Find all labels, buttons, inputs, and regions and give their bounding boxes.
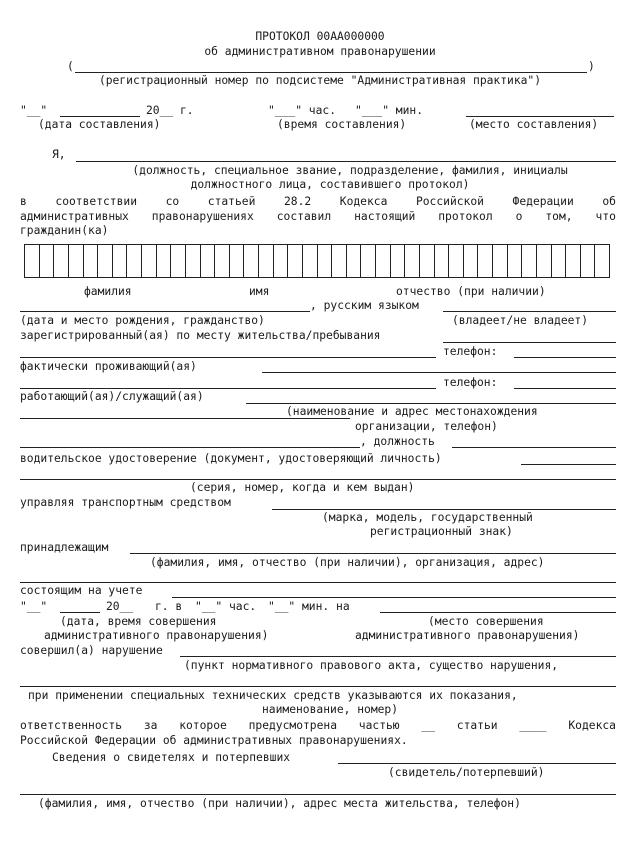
license-field-2[interactable] — [20, 479, 616, 480]
witnesses-label: Сведения о свидетелях и потерпевших — [52, 751, 291, 764]
intro-word: правонарушениях — [151, 210, 254, 223]
offense-day-quote: "__" — [20, 600, 48, 613]
offense-year: 20__ — [106, 600, 134, 613]
offense-caption-right-2: административного правонарушения) — [355, 629, 580, 642]
full-name-char-grid[interactable] — [24, 244, 610, 278]
owner-label: принадлежащим — [20, 541, 109, 554]
workplace-caption-2: организации, телефон) — [355, 420, 498, 433]
owner-field-2[interactable] — [20, 582, 616, 583]
witnesses-caption: (свидетель/потерпевший) — [388, 766, 545, 779]
intro-word: со — [165, 195, 180, 208]
offense-place-field[interactable] — [380, 612, 616, 613]
place-caption: (место составления) — [469, 118, 599, 131]
vehicle-caption-1: (марка, модель, государственный — [322, 511, 533, 524]
actual-address-label: фактически проживающий(ая) — [20, 360, 197, 373]
tech-caption-2: наименование, номер) — [262, 703, 399, 716]
date-month-field[interactable] — [60, 116, 140, 117]
birth-caption: (дата и место рождения, гражданство) — [20, 314, 265, 327]
committed-label: совершил(а) нарушение — [20, 644, 163, 657]
reg-number-caption: (регистрационный номер по подсистеме "Административная практика") — [98, 74, 542, 87]
pnpa-caption: (пункт нормативного правового акта, существо нарушения, — [184, 659, 559, 672]
reg-number-open-paren: ( — [67, 60, 74, 73]
intro-word: Кодекса — [339, 195, 388, 208]
intro-word: соответствии — [55, 195, 138, 208]
license-field-1[interactable] — [521, 464, 616, 465]
time-caption: (время составления) — [277, 118, 407, 131]
offense-minute: "__" мин. на — [268, 600, 350, 613]
workplace-label: работающий(ая)/служащий(ая) — [20, 390, 204, 403]
registered-at-field[interactable] — [172, 597, 616, 598]
date-caption: (дата составления) — [38, 118, 161, 131]
time-hour: "___" час. — [268, 104, 337, 117]
registered-field-1[interactable] — [443, 342, 616, 343]
patronymic-caption: отчество (при наличии) — [396, 285, 546, 298]
reg-number-close-paren: ) — [588, 60, 595, 73]
intro-line-2 — [20, 210, 616, 224]
offense-caption-left-2: административного правонарушения) — [44, 629, 269, 642]
intro-word: что — [595, 210, 616, 223]
language-field[interactable] — [443, 311, 616, 312]
liability-word: статьи — [456, 719, 498, 732]
author-caption-1: (должность, специальное звание, подразделение, фамилия, инициалы — [132, 164, 568, 177]
birth-field[interactable] — [20, 311, 310, 312]
intro-word: в — [20, 195, 27, 208]
protocol-title: ПРОТОКОЛ 00АА000000 — [255, 30, 385, 43]
place-field[interactable] — [466, 116, 614, 117]
workplace-caption-1: (наименование и адрес местонахождения — [286, 405, 538, 418]
witnesses-field-2[interactable] — [20, 794, 616, 795]
owner-caption: (фамилия, имя, отчество (при наличии), организация, адрес) — [150, 556, 545, 569]
actual-address-field-1[interactable] — [262, 372, 616, 373]
protocol-subtitle: об административном правонарушении — [204, 45, 436, 58]
intro-word: Федерации — [512, 195, 574, 208]
offense-month-field[interactable] — [60, 612, 100, 613]
license-caption: (серия, номер, когда и кем выдан) — [190, 481, 415, 494]
offense-hour: "__" час. — [195, 600, 257, 613]
witnesses-field[interactable] — [338, 763, 616, 764]
liability-article-field[interactable]: ____ — [519, 719, 547, 732]
license-label: водительское удостоверение (документ, удостоверяющий личность) — [20, 452, 442, 465]
vehicle-caption-2: регистрационный знак) — [370, 525, 513, 538]
owner-field[interactable] — [130, 553, 616, 554]
intro-word: составил — [276, 210, 332, 223]
liability-line-1 — [20, 719, 616, 733]
liability-word: Кодекса — [568, 719, 616, 732]
phone-field-1[interactable] — [514, 357, 616, 358]
reg-number-field[interactable] — [75, 72, 587, 73]
position-label: , должность — [360, 435, 435, 448]
liability-word: предусмотрена — [248, 719, 338, 732]
vehicle-field[interactable] — [272, 509, 616, 510]
intro-word: протокол — [438, 210, 493, 223]
workplace-field-3[interactable] — [20, 447, 360, 448]
phone-label-2: телефон: — [443, 376, 498, 389]
date-year: 20__ г. — [146, 104, 194, 117]
offense-caption-left-1: (дата, время совершения — [60, 615, 217, 628]
phone-field-2[interactable] — [514, 388, 616, 389]
author-caption-2: должностного лица, составившего протокол) — [190, 178, 470, 191]
intro-word: том, — [545, 210, 573, 223]
intro-word: статьей — [207, 195, 256, 208]
vehicle-label: управляя транспортным средством — [20, 496, 231, 509]
intro-word: о — [515, 210, 523, 223]
registered-label: зарегистрированный(ая) по месту жительства/пребывания — [20, 329, 381, 342]
author-ya: Я, — [52, 148, 66, 161]
intro-word: Российской — [415, 195, 484, 208]
liability-part-field[interactable]: __ — [421, 719, 435, 732]
intro-word: об — [602, 195, 616, 208]
time-minute: "___" мин. — [355, 104, 424, 117]
committed-field[interactable] — [180, 656, 616, 657]
committed-field-2[interactable] — [20, 686, 616, 687]
liability-word: которое — [179, 719, 227, 732]
witnesses-caption-2: (фамилия, имя, отчество (при наличии), адрес места жительства, телефон) — [38, 797, 521, 810]
offense-g: г. в — [155, 600, 183, 613]
liability-word: за — [143, 719, 158, 732]
workplace-field-2[interactable] — [20, 418, 350, 419]
phone-label-1: телефон: — [443, 345, 498, 358]
offense-caption-right-1: (место совершения — [428, 615, 544, 628]
russian-language-label: , русским языком — [310, 299, 419, 312]
position-field[interactable] — [452, 447, 616, 448]
liability-line-2: Российской Федерации об административных правонарушениях. — [20, 734, 408, 747]
tech-caption-1: при применении специальных технических средств указываются их показания, — [28, 689, 518, 702]
actual-address-field-2[interactable] — [20, 388, 436, 389]
author-field[interactable] — [76, 161, 616, 162]
date-day-quote: "__" — [20, 104, 48, 117]
name-caption: имя — [249, 285, 270, 298]
language-caption: (владеет/не владеет) — [452, 314, 589, 327]
registered-at-label: состоящим на учете — [20, 584, 143, 597]
registered-field-2[interactable] — [20, 357, 436, 358]
liability-word: ответственность — [20, 719, 123, 732]
intro-word: настоящий — [354, 210, 416, 223]
intro-word: 28.2 — [283, 195, 312, 208]
intro-word: административных — [20, 210, 129, 223]
intro-line-3: гражданин(ка) — [20, 224, 109, 237]
surname-caption: фамилия — [84, 285, 132, 298]
intro-line-1 — [20, 195, 616, 209]
liability-word: частью — [358, 719, 400, 732]
workplace-field-1[interactable] — [246, 403, 616, 404]
